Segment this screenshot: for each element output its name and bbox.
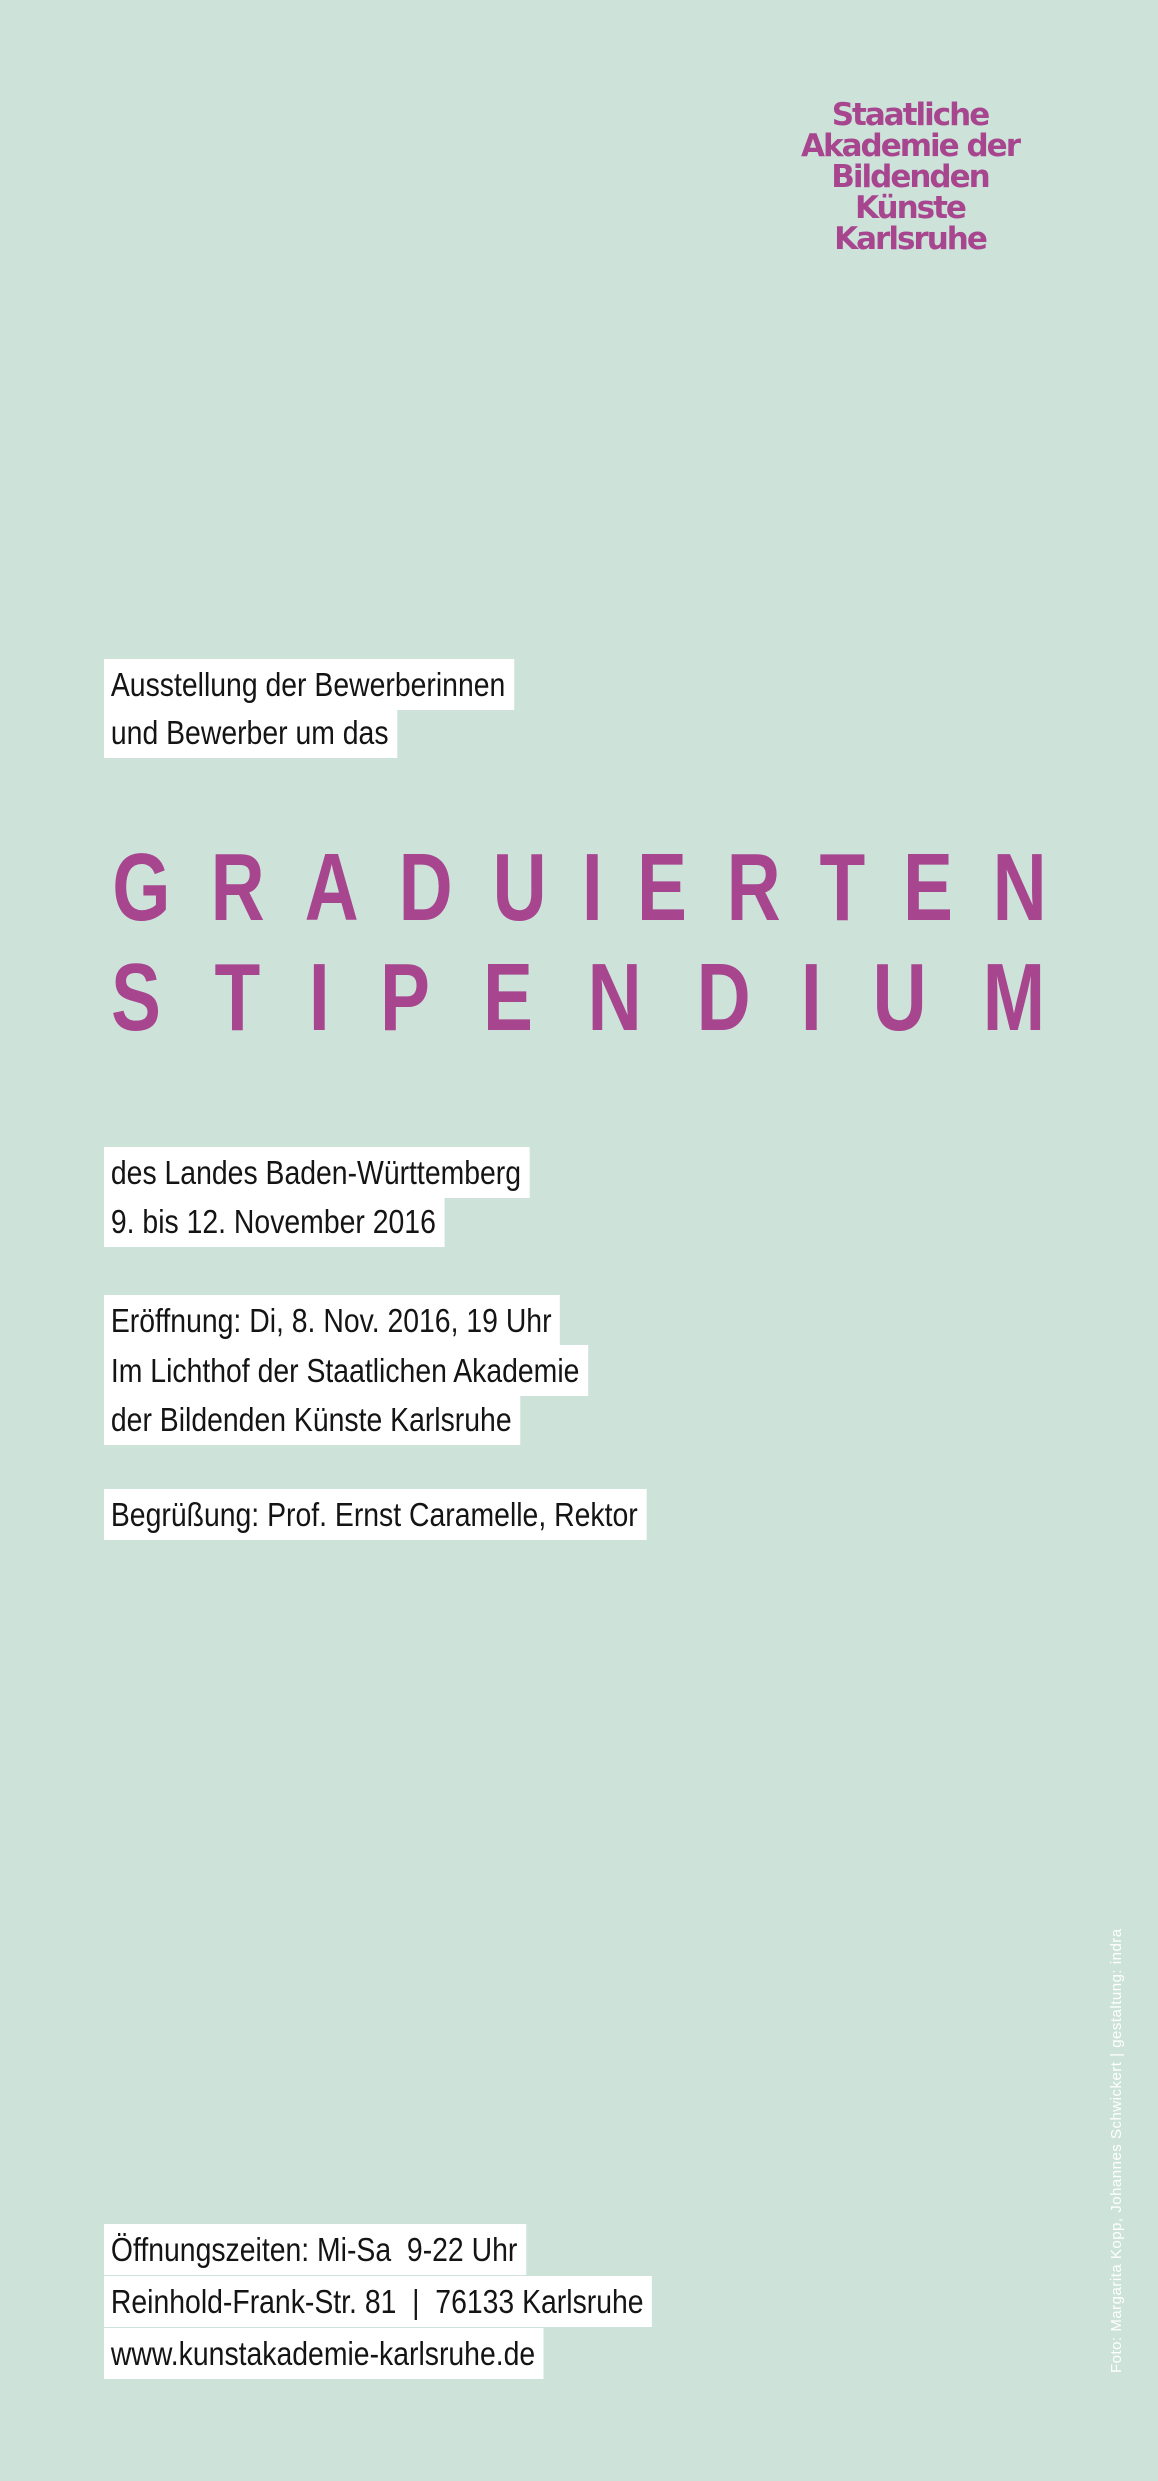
title-letter: P <box>379 944 430 1051</box>
title-letter: S <box>111 944 161 1051</box>
title-letter: I <box>581 834 603 941</box>
title-letter: T <box>819 834 865 941</box>
title-line-2 <box>104 944 1054 1051</box>
title-line-1 <box>104 834 1054 941</box>
title-letter: R <box>210 834 265 941</box>
title-letter: R <box>726 834 781 941</box>
title-letter: E <box>637 834 688 941</box>
title-letter: U <box>872 944 927 1051</box>
details-line-2: 9. bis 12. November 2016 <box>104 1196 500 1247</box>
logo-line: Akademie der <box>801 128 1019 164</box>
title-letter: D <box>398 834 453 941</box>
footer-hours: Öffnungszeiten: Mi-Sa 9-22 Uhr <box>104 2224 595 2275</box>
title-letter: E <box>483 944 534 1051</box>
website-link[interactable]: www.kunstakademie-karlsruhe.de <box>104 2328 544 2379</box>
logo-line: Staatliche <box>831 97 989 133</box>
title-letter: M <box>982 944 1046 1051</box>
footer-website[interactable] <box>104 2328 615 2379</box>
opening-line-2: Im Lichthof der Staatlichen Akademie <box>104 1345 667 1396</box>
opening-line-3: der Bildenden Künste Karlsruhe <box>104 1394 588 1445</box>
title-letter: N <box>587 944 642 1051</box>
title-letter: A <box>304 834 359 941</box>
title-letter: D <box>696 944 752 1051</box>
photo-credit: Foto: Margarita Kopp, Johannes Schwickert | gestaltung: indra <box>1108 1928 1125 2373</box>
title-letter: I <box>801 944 823 1051</box>
logo-line: Künste <box>855 190 965 226</box>
logo-line: Bildenden <box>831 159 989 195</box>
opening-line-1: Eröffnung: Di, 8. Nov. 2016, 19 Uhr <box>104 1295 634 1346</box>
title-letter: E <box>903 834 953 941</box>
intro-line-2: und Bewerber um das <box>104 707 445 758</box>
academy-logo <box>760 97 1060 257</box>
title-letter: G <box>112 834 171 941</box>
welcome-line: Begrüßung: Prof. Ernst Caramelle, Rektor <box>104 1489 735 1540</box>
details-line-1: des Landes Baden-Württemberg <box>104 1147 599 1198</box>
intro-line-1: Ausstellung der Bewerberinnen <box>104 659 581 710</box>
title-letter: U <box>492 834 547 941</box>
logo-line: Karlsruhe <box>834 221 986 257</box>
title-letter: I <box>309 944 330 1051</box>
title-letter: T <box>214 944 260 1051</box>
title-letter: N <box>992 834 1047 941</box>
footer-address: Reinhold-Frank-Str. 81 | 76133 Karlsruhe <box>104 2276 741 2327</box>
